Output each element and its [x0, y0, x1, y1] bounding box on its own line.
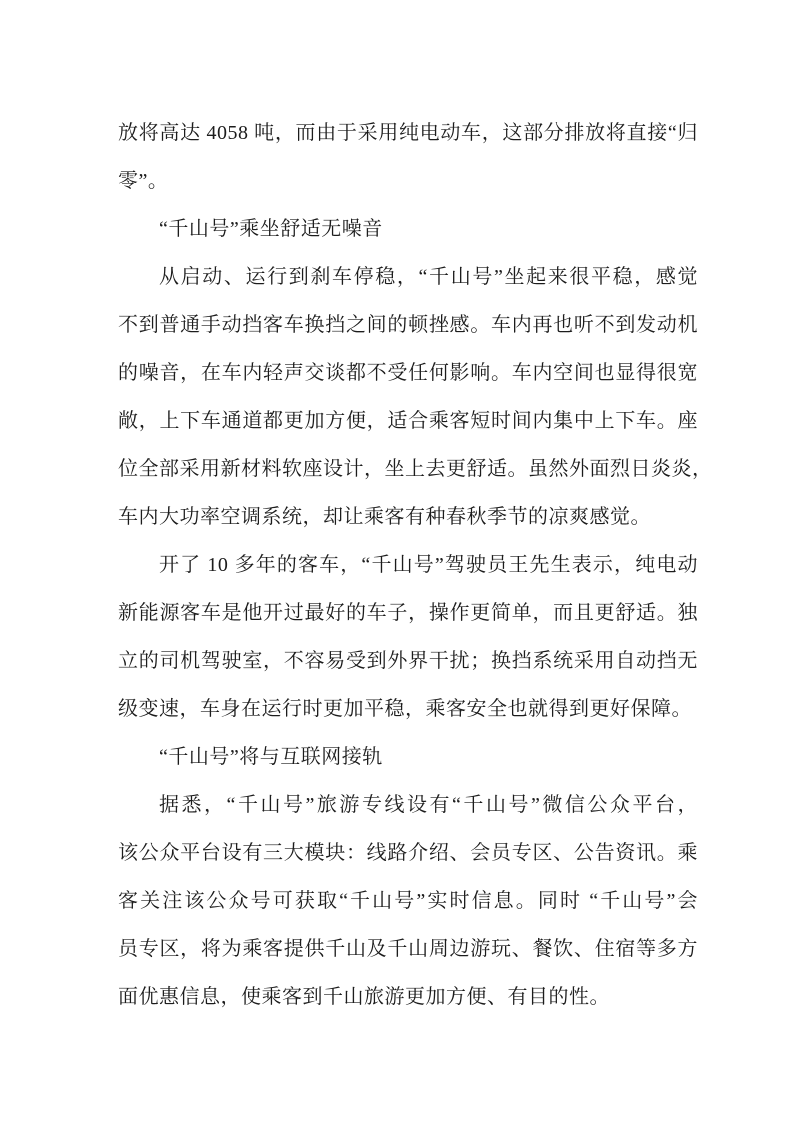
text-line: 面优惠信息，使乘客到千山旅游更加方便、有目的性。 — [118, 986, 610, 1008]
text-line: 从启动、运行到刹车停稳，“千山号”坐起来很平稳，感觉 — [159, 266, 698, 288]
text-line: 员专区，将为乘客提供千山及千山周边游玩、餐饮、住宿等多方 — [118, 938, 698, 960]
text-line: 敞，上下车通道都更加方便，适合乘客短时间内集中上下车。座 — [118, 410, 698, 432]
text-line: 级变速，车身在运行时更加平稳，乘客安全也就得到更好保障。 — [118, 698, 692, 720]
text-line: 客关注该公众号可获取“千山号”实时信息。同时 “千山号”会 — [118, 890, 698, 912]
text-line: 开了 10 多年的客车，“千山号”驾驶员王先生表示，纯电动 — [159, 554, 698, 576]
section-heading: “千山号”将与互联网接轨 — [159, 746, 383, 768]
section-heading: “千山号”乘坐舒适无噪音 — [159, 218, 383, 240]
text-line: 立的司机驾驶室，不容易受到外界干扰；换挡系统采用自动挡无 — [118, 650, 698, 672]
text-line: 车内大功率空调系统，却让乘客有种春秋季节的凉爽感觉。 — [118, 506, 651, 528]
document-body — [118, 109, 713, 1021]
text-line: 新能源客车是他开过最好的车子，操作更简单，而且更舒适。独 — [118, 602, 698, 624]
text-line: 的噪音，在车内轻声交谈都不受任何影响。车内空间也显得很宽 — [118, 362, 698, 384]
text-line: 位全部采用新材料软座设计，坐上去更舒适。虽然外面烈日炎炎， — [118, 458, 713, 480]
text-line: 零”。 — [118, 170, 169, 192]
text-line: 放将高达 4058 吨，而由于采用纯电动车，这部分排放将直接“归 — [118, 122, 698, 144]
text-line: 不到普通手动挡客车换挡之间的顿挫感。车内再也听不到发动机 — [118, 314, 698, 336]
text-line: 据悉，“千山号”旅游专线设有“千山号”微信公众平台， — [159, 794, 698, 816]
text-line: 该公众平台设有三大模块：线路介绍、会员专区、公告资讯。乘 — [118, 842, 698, 864]
